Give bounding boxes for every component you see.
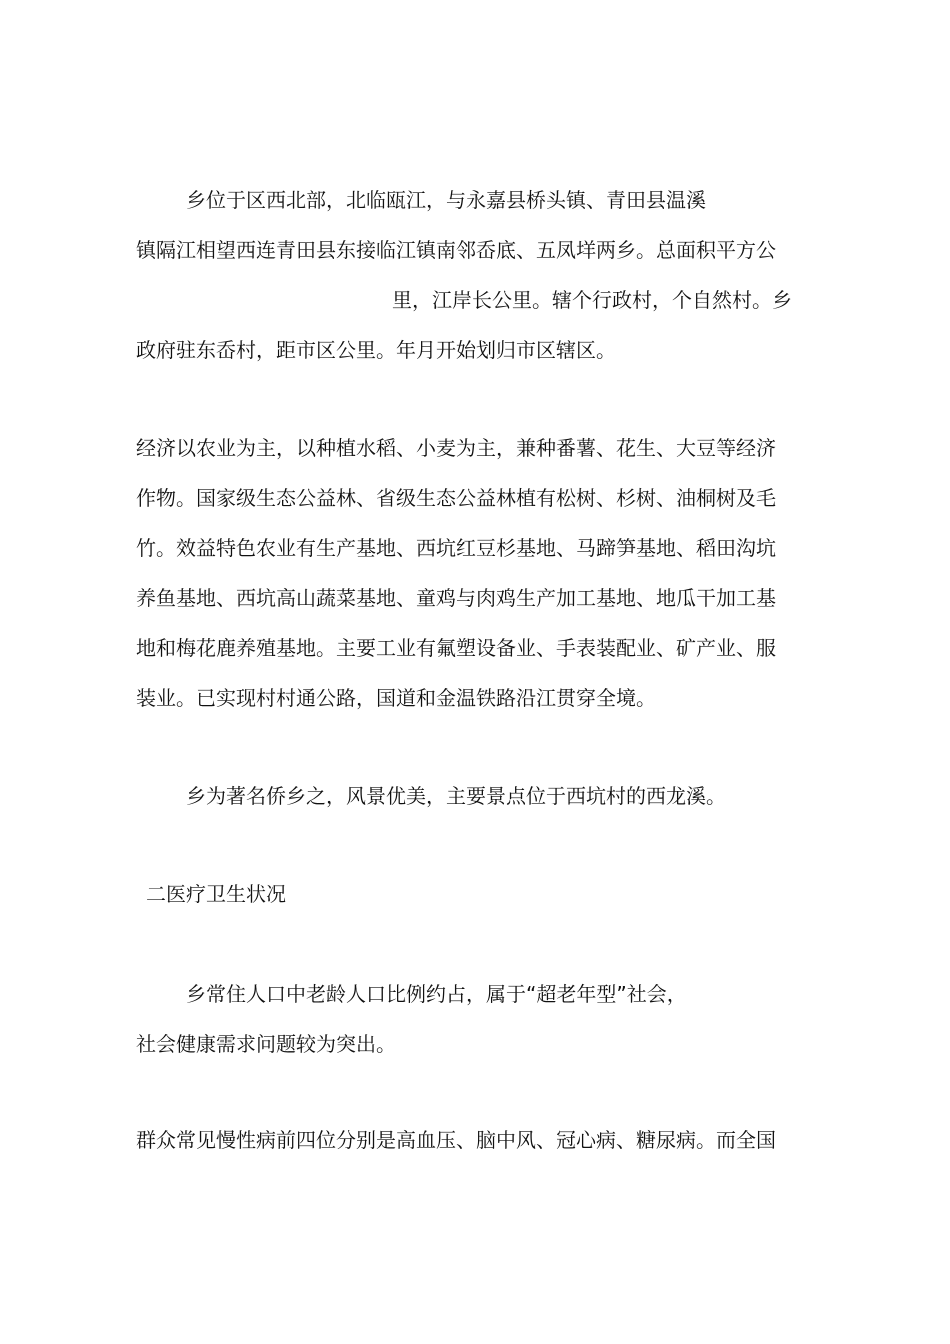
paragraph-1-line-1: 乡位于区西北部，北临瓯江，与永嘉县桥头镇、青田县温溪 [186, 188, 706, 212]
paragraph-2-line-1: 经济以农业为主，以种植水稻、小麦为主，兼种番薯、花生、大豆等经济 [136, 436, 776, 460]
paragraph-4-line-2: 社会健康需求问题较为突出。 [136, 1032, 396, 1056]
paragraph-5-line-1: 群众常见慢性病前四位分别是高血压、脑中风、冠心病、糖尿病。而全国 [136, 1128, 776, 1152]
paragraph-2-line-4: 养鱼基地、西坑高山蔬菜基地、童鸡与肉鸡生产加工基地、地瓜干加工基 [136, 586, 776, 610]
paragraph-1-line-4: 政府驻东岙村，距市区公里。年月开始划归市区辖区。 [136, 338, 616, 362]
paragraph-1-line-3: 里，江岸长公里。辖个行政村，个自然村。乡 [392, 288, 792, 312]
paragraph-3-line-1: 乡为著名侨乡之，风景优美，主要景点位于西坑村的西龙溪。 [186, 784, 726, 808]
paragraph-1-line-2: 镇隔江相望西连青田县东接临江镇南邻岙底、五凤垟两乡。总面积平方公 [136, 238, 776, 262]
paragraph-2-line-2: 作物。国家级生态公益林、省级生态公益林植有松树、杉树、油桐树及毛 [136, 486, 776, 510]
paragraph-2-line-6: 装业。已实现村村通公路，国道和金温铁路沿江贯穿全境。 [136, 686, 656, 710]
paragraph-4-line-1: 乡常住人口中老龄人口比例约占，属于“超老年型”社会， [186, 982, 687, 1006]
paragraph-2-line-5: 地和梅花鹿养殖基地。主要工业有氟塑设备业、手表装配业、矿产业、服 [136, 636, 776, 660]
section-heading: 二医疗卫生状况 [146, 882, 286, 906]
paragraph-2-line-3: 竹。效益特色农业有生产基地、西坑红豆杉基地、马蹄笋基地、稻田沟坑 [136, 536, 776, 560]
